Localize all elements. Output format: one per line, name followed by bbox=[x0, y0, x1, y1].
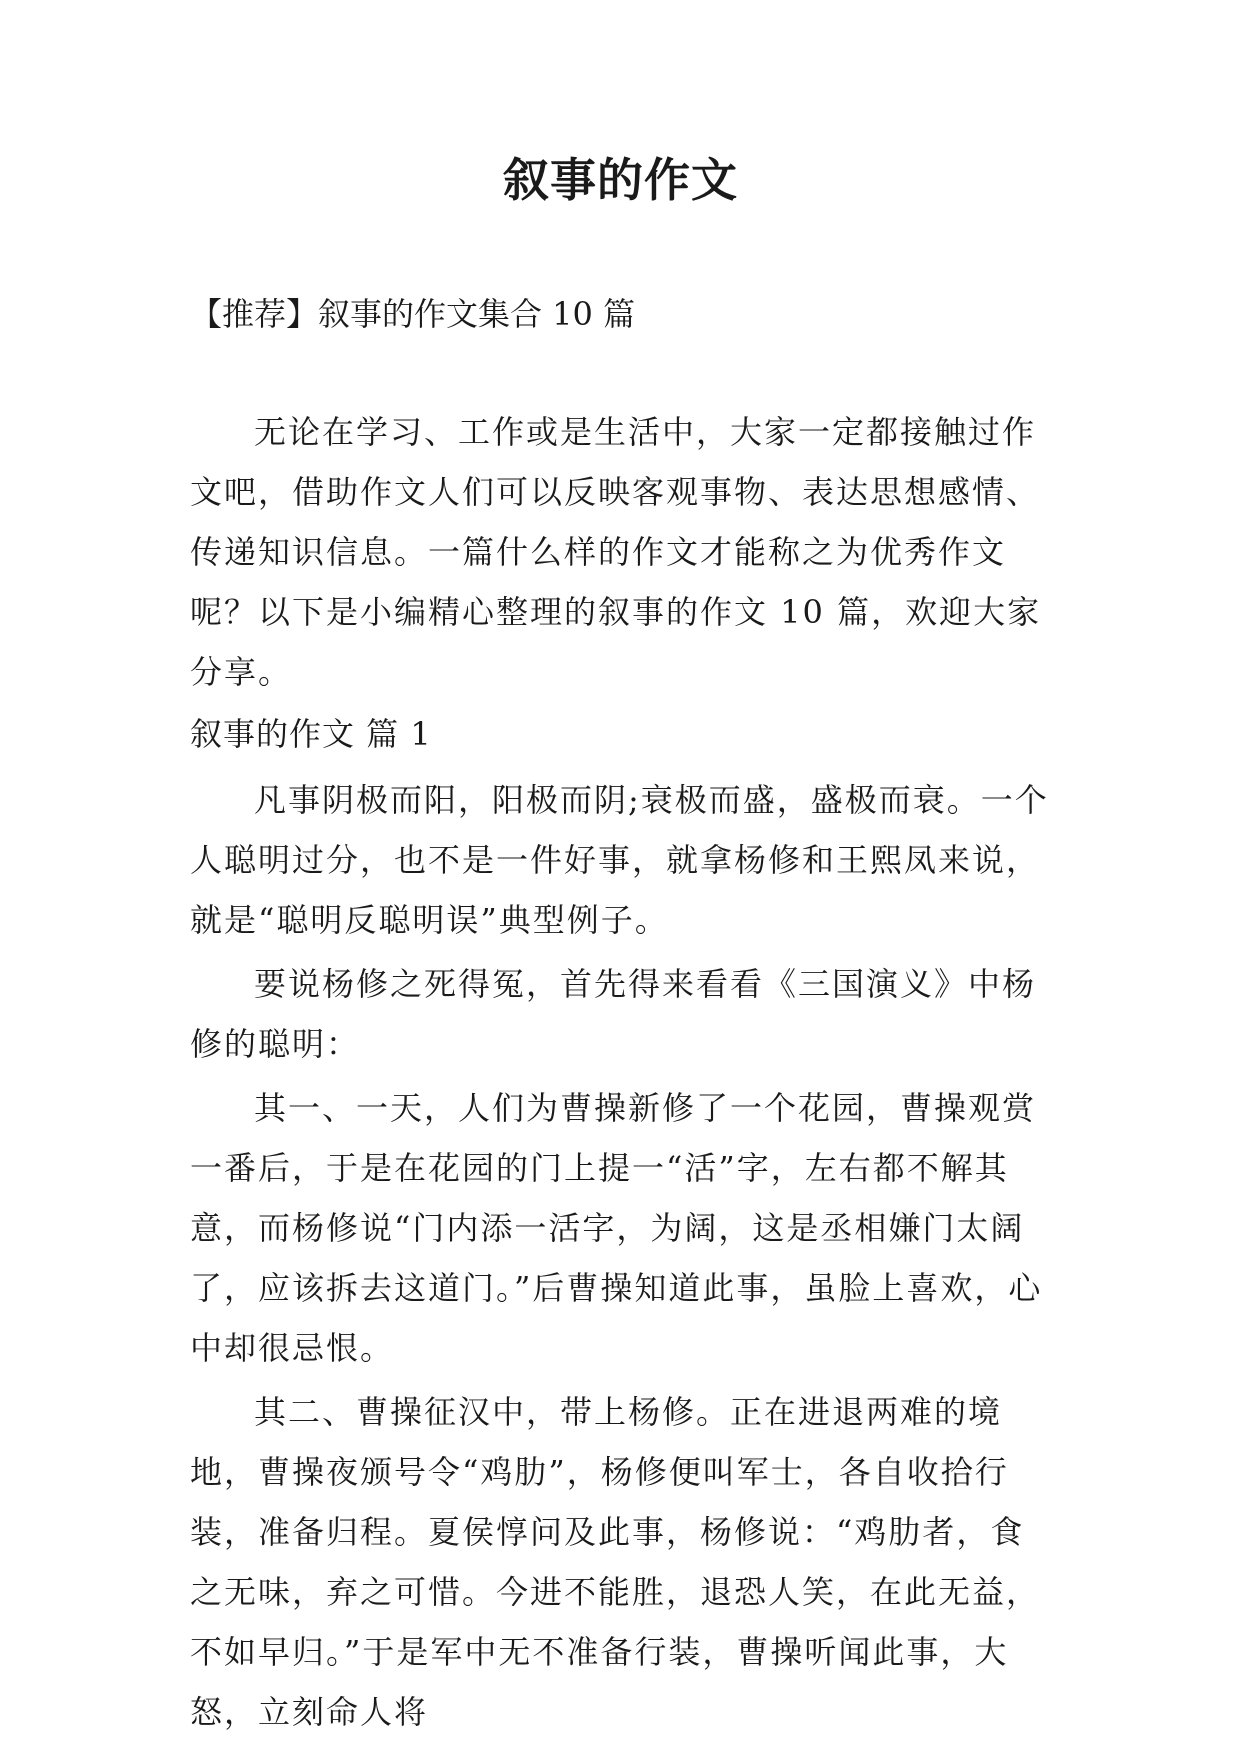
document-subtitle: 【推荐】叙事的作文集合 10 篇 bbox=[190, 295, 636, 333]
body-paragraph: 要说杨修之死得冤，首先得来看看《三国演义》中杨修的聪明： bbox=[190, 965, 1037, 1063]
body-paragraph: 凡事阴极而阳，阳极而阴;衰极而盛，盛极而衰。一个人聪明过分，也不是一件好事，就拿杨修和王熙凤来说，就是“聪明反聪明误”典型例子。 bbox=[190, 781, 1049, 939]
section-heading: 叙事的作文 篇 1 bbox=[190, 715, 432, 753]
document-title: 叙事的作文 bbox=[503, 153, 738, 207]
document-body bbox=[190, 402, 1050, 1742]
intro-paragraph: 无论在学习、工作或是生活中，大家一定都接触过作文吧，借助作文人们可以反映客观事物、表达思想感情、传递知识信息。一篇什么样的作文才能称之为优秀作文呢？以下是小编精心整理的叙事的作文 10 篇，欢迎大家分享。 bbox=[190, 413, 1042, 691]
body-paragraph: 其一、一天，人们为曹操新修了一个花园，曹操观赏一番后，于是在花园的门上提一“活”字，左右都不解其意，而杨修说“门内添一活字，为阔，这是丞相嫌门太阔了，应该拆去这道门。”后曹操知道此事，虽脸上喜欢，心中却很忌恨。 bbox=[190, 1089, 1043, 1367]
body-paragraph: 其二、曹操征汉中，带上杨修。正在进退两难的境地，曹操夜颁号令“鸡肋”，杨修便叫军士，各自收拾行装，准备归程。夏侯惇问及此事，杨修说：“鸡肋者，食之无味，弃之可惜。今进不能胜，退恐人笑，在此无益，不如早归。”于是军中无不准备行装，曹操听闻此事，大怒，立刻命人将 bbox=[190, 1393, 1041, 1731]
